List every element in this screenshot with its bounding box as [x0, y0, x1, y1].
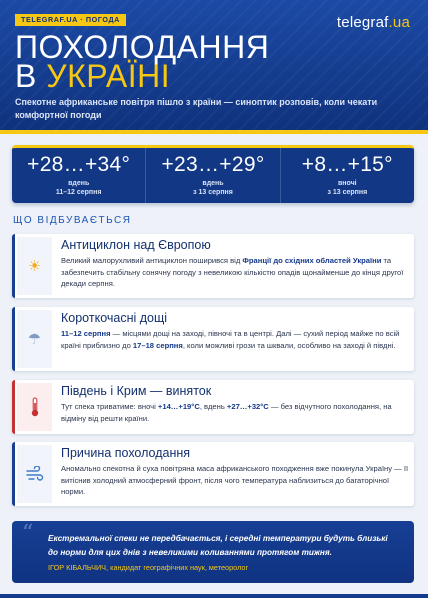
hero-header — [0, 0, 428, 134]
wind-shape — [26, 466, 44, 482]
temp-value: +23…+29° — [161, 153, 265, 176]
brand-tld: .ua — [388, 14, 410, 31]
card-text — [61, 255, 411, 290]
card-text-part: — без відчутного похолодання, на відміну від решти країни. — [61, 402, 392, 423]
temperature-panel — [12, 145, 414, 203]
card-south-crimea — [12, 380, 414, 434]
sun-icon: ☀ — [17, 237, 52, 295]
quote-author: ІГОР КІБАЛЬЧИЧ, кандидат географічних наук, метеоролог — [48, 563, 249, 572]
card-short-rains — [12, 307, 414, 371]
card-text — [61, 401, 411, 424]
category-tag[interactable]: TELEGRAF.UA · ПОГОДА — [15, 14, 126, 26]
temp-block-day-early — [12, 148, 146, 203]
temp-block-day-late — [146, 148, 280, 203]
quote-text: Екстремальної спеки не передбачається, і середні температури будуть близькі до норми для цих днів з невеликими коливаннями протягом тижня. — [48, 534, 388, 557]
card-text — [61, 463, 411, 498]
card-text-part: Великий малорухливий антициклон поширився від — [61, 256, 243, 265]
headline-word-ukraine: УКРАЇНІ — [46, 58, 171, 94]
temp-block-night — [281, 148, 414, 203]
card-text — [61, 328, 411, 351]
brand-name: telegraf — [336, 14, 389, 31]
headline-word-v: В — [15, 58, 47, 94]
headline-line2 — [15, 60, 170, 92]
card-text-highlight: Франції до східних областей України — [242, 256, 382, 265]
temp-value: +8…+15° — [301, 153, 393, 176]
section-title: ЩО ВІДБУВАЄТЬСЯ — [13, 215, 132, 226]
card-text-part: Аномально спекотна й суха повітряна маса африканського походження вже покинула Україну — її витіснив холодний атмосферний фронт, після чого температура наблизиться до багаторічної норми. — [61, 464, 409, 497]
card-text-part: та забезпечить стабільну сонячну погоду з невеликою кількістю опадів щонайменше до кінця другої декади серпня. — [61, 256, 404, 289]
quote-mark-icon: “ — [22, 521, 34, 546]
card-text-highlight: +27…+32°C — [226, 402, 269, 411]
temp-period: вночі — [337, 180, 357, 187]
card-text-part: — місцями дощі на заході, півночі та в центрі. Далі — сухий період майже по всій країні приблизно до — [61, 329, 400, 350]
accent-stripe — [0, 130, 428, 134]
card-text-highlight: +14…+19°C — [157, 402, 200, 411]
card-text-highlight: 11–12 серпня — [61, 329, 111, 338]
card-text-part: , коли можливі грози та шквали, особливо на заході й півдні. — [182, 340, 396, 350]
card-title: Причина похолодання — [61, 446, 191, 460]
card-title: Короткочасні дощі — [61, 311, 168, 325]
wind-icon — [17, 445, 52, 503]
headline-line1: ПОХОЛОДАННЯ — [15, 29, 270, 65]
temp-period: вдень — [202, 180, 224, 187]
card-text-part: Тут спека триватиме: вночі — [61, 402, 158, 411]
headline-subtitle: Спекотне африканське повітря пішло з країни — синоптик розповів, коли чекати комфортної погоди — [15, 97, 378, 120]
card-text-part: , вдень — [199, 402, 227, 411]
thermometer-icon — [17, 383, 52, 431]
brand-logo[interactable] — [337, 14, 410, 31]
temp-dates: з 13 серпня — [193, 189, 233, 196]
card-text-highlight: 17–18 серпня — [132, 340, 183, 350]
card-anticyclone — [12, 234, 414, 298]
footer-stripe — [0, 594, 428, 598]
card-title: Антициклон над Європою — [61, 238, 211, 252]
temp-value: +28…+34° — [27, 153, 131, 176]
card-title: Південь і Крим — виняток — [61, 384, 212, 398]
rain-cloud-icon: ☂ — [17, 310, 52, 368]
card-cooling-cause — [12, 442, 414, 506]
temp-period: вдень — [68, 180, 90, 187]
temp-dates: 11–12 серпня — [55, 189, 102, 196]
thermometer-shape — [30, 397, 40, 417]
expert-quote — [12, 521, 414, 583]
temp-dates: з 13 серпня — [327, 189, 368, 196]
